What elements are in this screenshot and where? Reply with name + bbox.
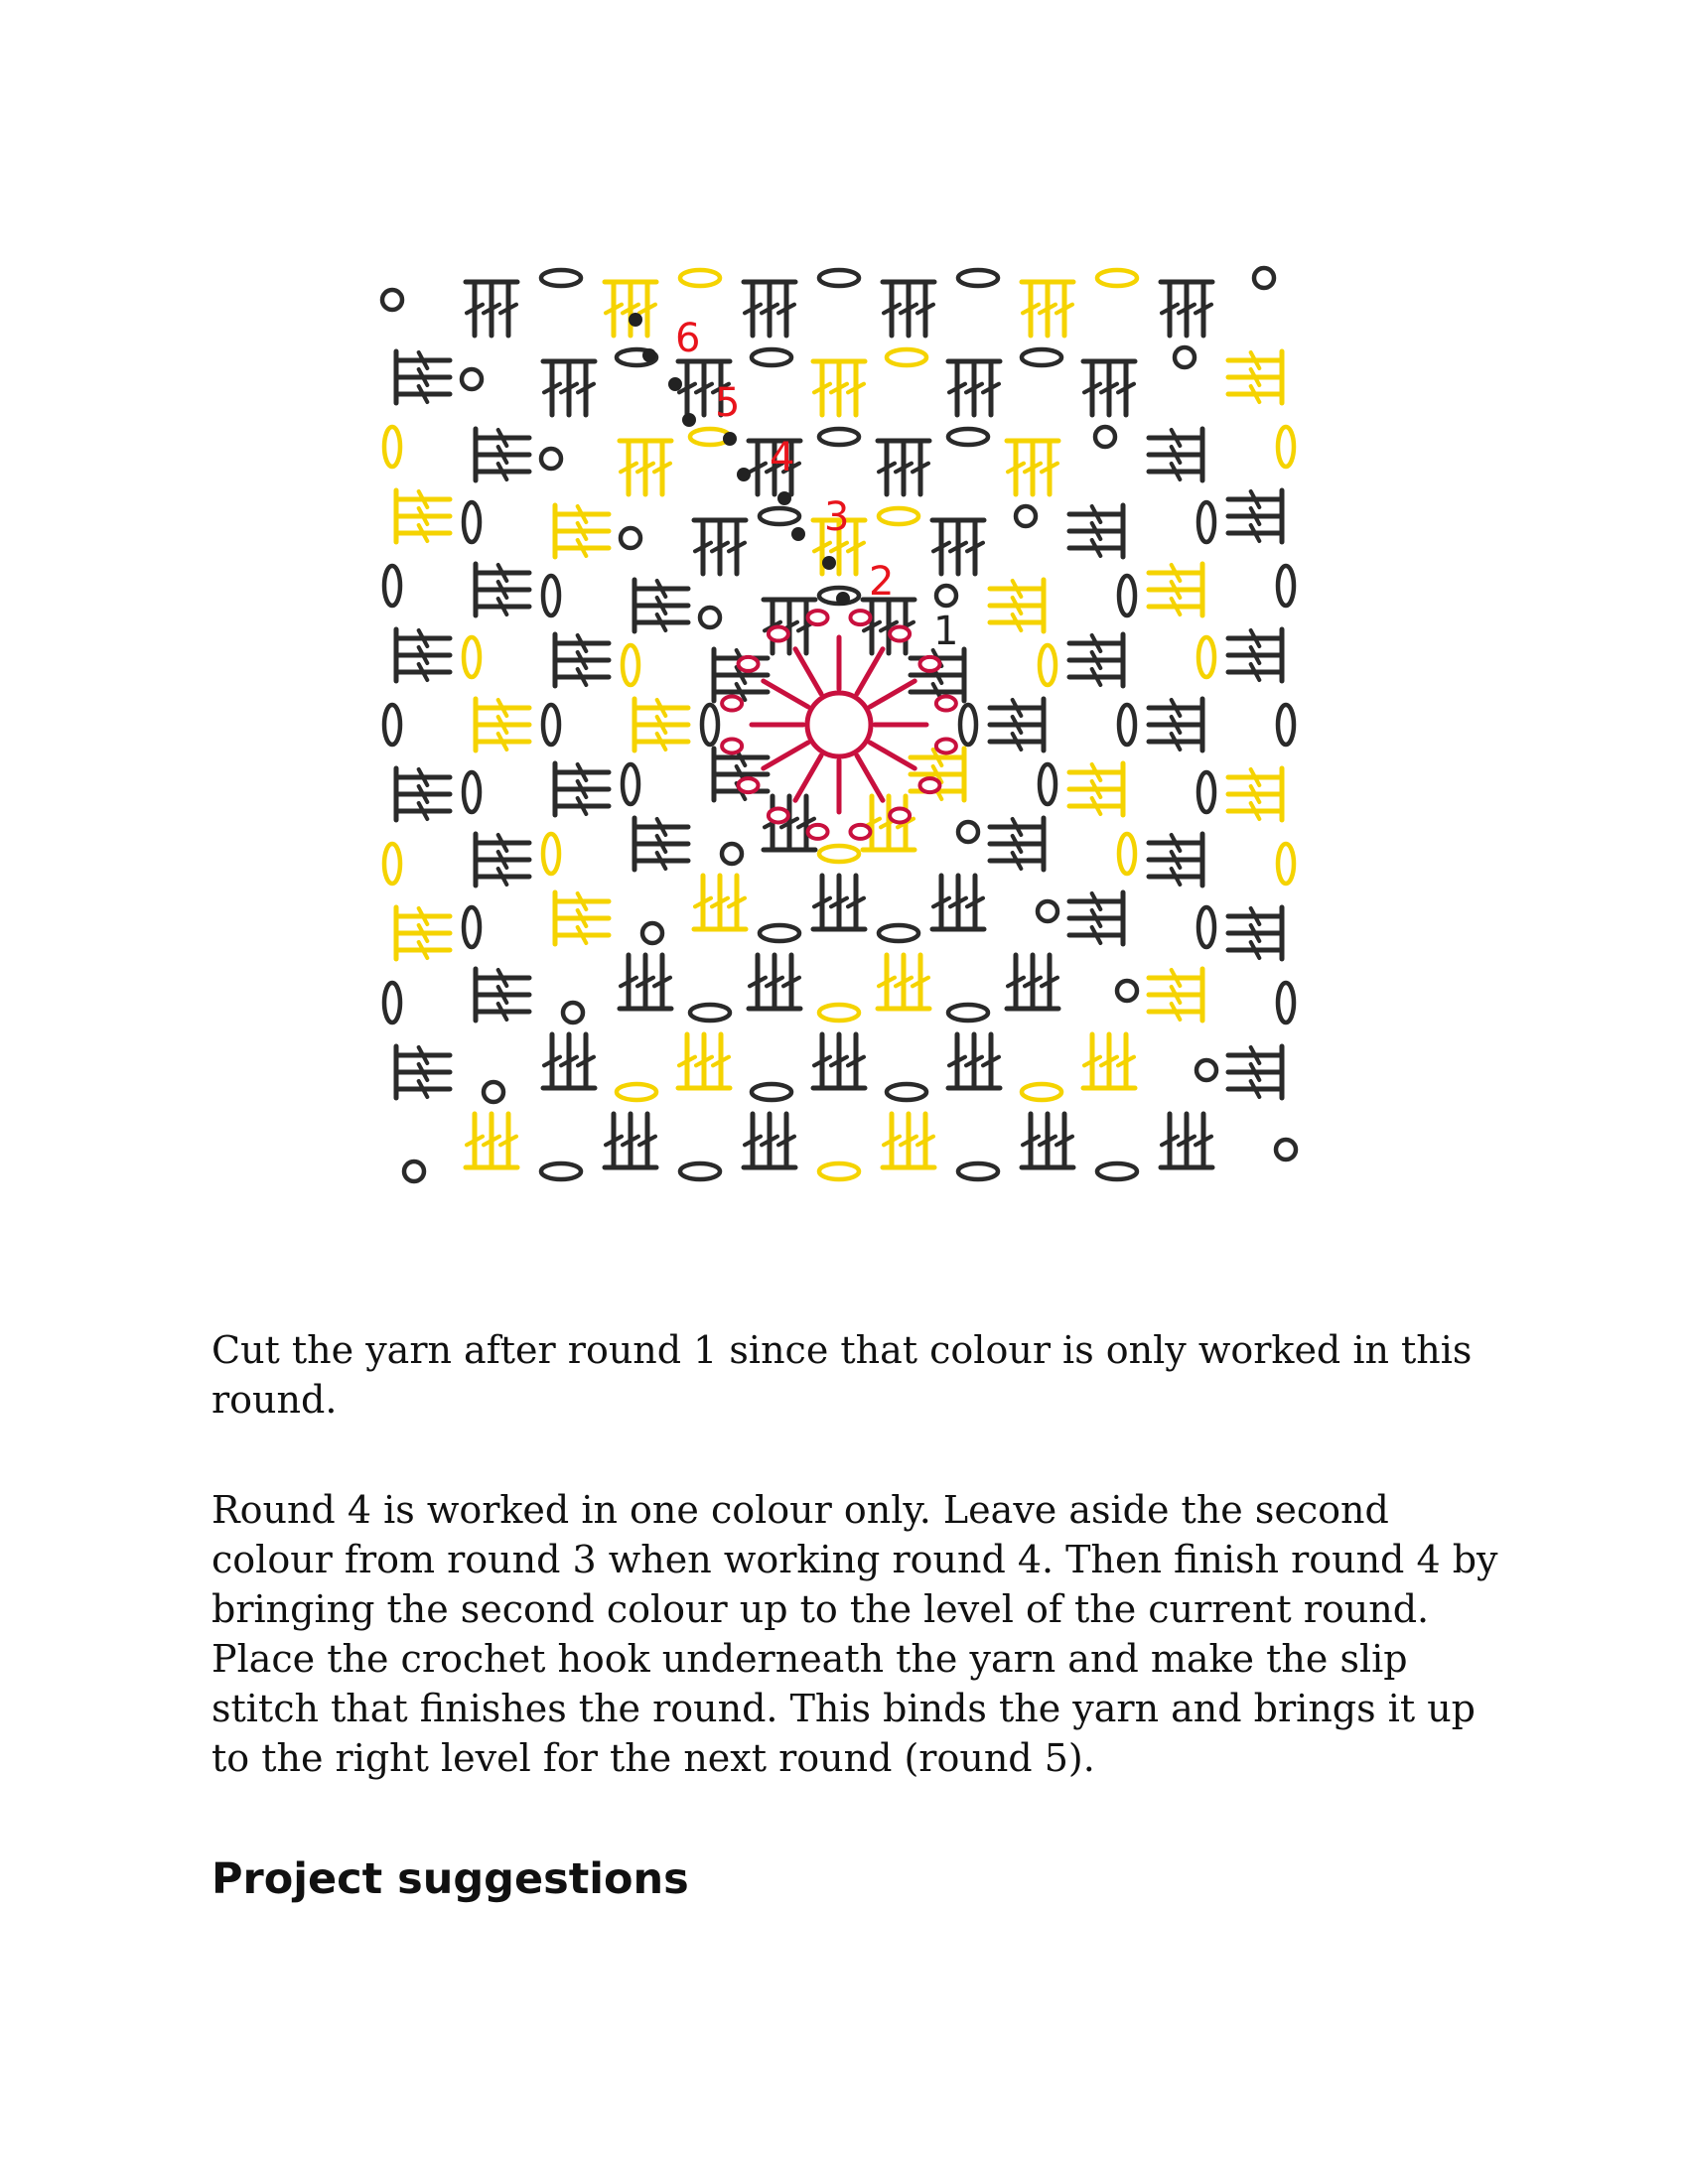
round1-chain-5 <box>769 808 788 822</box>
chain-r6-s2-3 <box>680 1163 720 1179</box>
chain-r6-s3-1 <box>384 844 400 884</box>
chain-r2-s2-0 <box>819 846 859 862</box>
chain-r6-s1-2 <box>1278 705 1294 745</box>
round1-chain-9 <box>739 657 759 671</box>
chain-r4-s2-1 <box>819 1005 859 1021</box>
chain-r6-s1-0 <box>1278 427 1294 467</box>
round1-stitch-4 <box>795 755 821 800</box>
chain-r6-s3-4 <box>384 427 400 467</box>
corner-chain-r3-s1 <box>1038 901 1057 921</box>
round1-chain-3 <box>850 825 870 839</box>
round-label-5: 5 <box>715 380 741 426</box>
round-label-6: 6 <box>675 316 701 361</box>
round-label-1: 1 <box>933 609 959 654</box>
start-dot-b-3 <box>791 527 805 541</box>
corner-chain-r6-s2 <box>404 1161 424 1181</box>
round1-stitch-2 <box>857 755 883 800</box>
round1-chain-8 <box>722 697 742 711</box>
round1-stitch-11 <box>870 681 914 707</box>
round1-chain-1 <box>919 778 939 792</box>
round-label-2: 2 <box>869 559 895 605</box>
round1-stitch-7 <box>764 681 808 707</box>
chain-r3-s3-1 <box>623 645 638 685</box>
chain-r5-s3-3 <box>464 502 480 542</box>
corner-chain-r3-s0 <box>1016 506 1036 526</box>
round1-stitch-1 <box>870 743 914 768</box>
start-dot-b-4 <box>737 468 751 481</box>
corner-chain-r4-s3 <box>541 449 561 469</box>
chain-r4-s0-1 <box>819 429 859 445</box>
chain-r6-s2-2 <box>819 1163 859 1179</box>
corner-chain-r5-s3 <box>462 369 482 389</box>
chain-r5-s1-1 <box>1198 637 1214 677</box>
corner-chain-r2-s1 <box>958 822 978 842</box>
start-dot-b-6 <box>642 348 656 362</box>
corner-chain-r5-s0 <box>1175 347 1195 367</box>
corner-chain-r4-s2 <box>563 1003 583 1023</box>
chain-r4-s3-1 <box>543 705 559 745</box>
round1-chain-6 <box>739 778 759 792</box>
chain-r4-s1-1 <box>1119 705 1135 745</box>
corner-chain-r6-s1 <box>1276 1140 1296 1160</box>
chain-r5-s1-2 <box>1198 772 1214 812</box>
start-dot-6 <box>629 313 642 327</box>
chain-r5-s2-3 <box>617 1084 656 1100</box>
start-dot-b-5 <box>682 413 696 427</box>
chain-r4-s0-2 <box>948 429 988 445</box>
chain-r5-s2-2 <box>752 1084 791 1100</box>
chain-r4-s1-2 <box>1119 834 1135 874</box>
chain-r6-s0-4 <box>1097 270 1137 286</box>
corner-chain-r5-s2 <box>484 1082 503 1102</box>
chain-r4-s2-2 <box>690 1005 730 1021</box>
chain-r5-s2-1 <box>887 1084 926 1100</box>
round1-chain-0 <box>936 739 956 752</box>
start-dot-3 <box>777 491 791 505</box>
corner-chain-r4-s0 <box>1095 427 1115 447</box>
chain-r3-s2-0 <box>879 925 918 941</box>
crochet-chart <box>298 189 1380 1261</box>
round1-chain-14 <box>919 657 939 671</box>
round1-stitch-5 <box>764 743 808 768</box>
corner-chain-r4-s1 <box>1117 981 1137 1001</box>
chain-r6-s1-3 <box>1278 844 1294 884</box>
chain-r6-s3-2 <box>384 705 400 745</box>
chain-r3-s2-1 <box>760 925 799 941</box>
chain-r6-s1-4 <box>1278 983 1294 1023</box>
chain-r4-s3-2 <box>543 576 559 615</box>
chain-r6-s0-3 <box>958 270 998 286</box>
chain-r5-s1-3 <box>1198 907 1214 947</box>
start-dot-2 <box>822 556 836 570</box>
chain-r6-s2-0 <box>1097 1163 1137 1179</box>
chain-r5-s0-2 <box>887 349 926 365</box>
round1-stitch-8 <box>795 649 821 694</box>
chain-r6-s0-0 <box>541 270 581 286</box>
round1-chain-2 <box>890 808 910 822</box>
round1-chain-4 <box>808 825 828 839</box>
chain-r5-s3-2 <box>464 637 480 677</box>
chain-r6-s0-2 <box>819 270 859 286</box>
round1-chain-7 <box>722 739 742 752</box>
start-dot-4 <box>723 432 737 446</box>
chain-r4-s1-0 <box>1119 576 1135 615</box>
chain-r3-s1-1 <box>1040 764 1055 804</box>
corner-chain-r2-s0 <box>936 586 956 606</box>
chain-r6-s2-4 <box>541 1163 581 1179</box>
chain-r4-s3-0 <box>543 834 559 874</box>
chain-r3-s1-0 <box>1040 645 1055 685</box>
instruction-paragraph-2: Round 4 is worked in one colour only. Leave aside the second colour from round 3 when working round 4. Then finish round 4 by bringing the second colour up to the level of the current round. Place the crochet hook underneath the yarn and make the slip stitch that finishes the round. This binds the yarn and brings it up to the right level for the next round (round 5). <box>211 1488 1498 1780</box>
start-dot-5 <box>668 377 682 391</box>
corner-chain-r3-s2 <box>642 923 662 943</box>
chain-r6-s0-1 <box>680 270 720 286</box>
round1-chain-15 <box>936 697 956 711</box>
round1-stitch-10 <box>857 649 883 694</box>
section-heading: Project suggestions <box>211 1854 689 1904</box>
round-label-3: 3 <box>824 494 850 540</box>
chain-r3-s0-1 <box>879 508 918 524</box>
corner-chain-r2-s3 <box>700 608 720 627</box>
chain-r5-s0-3 <box>1022 349 1061 365</box>
corner-chain-r3-s3 <box>621 528 640 548</box>
chain-r5-s3-0 <box>464 907 480 947</box>
corner-chain-r5-s1 <box>1196 1060 1216 1080</box>
chain-r5-s1-0 <box>1198 502 1214 542</box>
chain-r6-s1-1 <box>1278 566 1294 606</box>
chain-r2-s3-0 <box>702 705 718 745</box>
chain-r6-s2-1 <box>958 1163 998 1179</box>
start-dot-b-2 <box>836 592 850 606</box>
chain-r4-s2-0 <box>948 1005 988 1021</box>
chain-r3-s3-0 <box>623 764 638 804</box>
instruction-paragraph-1: Cut the yarn after round 1 since that colour is only worked in this round. <box>211 1328 1473 1422</box>
round1-chain-13 <box>890 627 910 641</box>
chain-r3-s0-0 <box>760 508 799 524</box>
magic-ring <box>807 693 871 756</box>
round1-chain-12 <box>850 611 870 624</box>
chain-r6-s3-3 <box>384 566 400 606</box>
chain-r6-s3-0 <box>384 983 400 1023</box>
corner-chain-r6-s0 <box>1254 268 1274 288</box>
chain-r2-s1-0 <box>960 705 976 745</box>
corner-chain-r2-s2 <box>722 844 742 864</box>
corner-chain-r6-s3 <box>382 290 402 310</box>
round1-chain-10 <box>769 627 788 641</box>
round1-chain-11 <box>808 611 828 624</box>
chain-r5-s2-0 <box>1022 1084 1061 1100</box>
chain-r5-s3-1 <box>464 772 480 812</box>
chain-r5-s0-1 <box>752 349 791 365</box>
round-label-4: 4 <box>770 435 795 480</box>
